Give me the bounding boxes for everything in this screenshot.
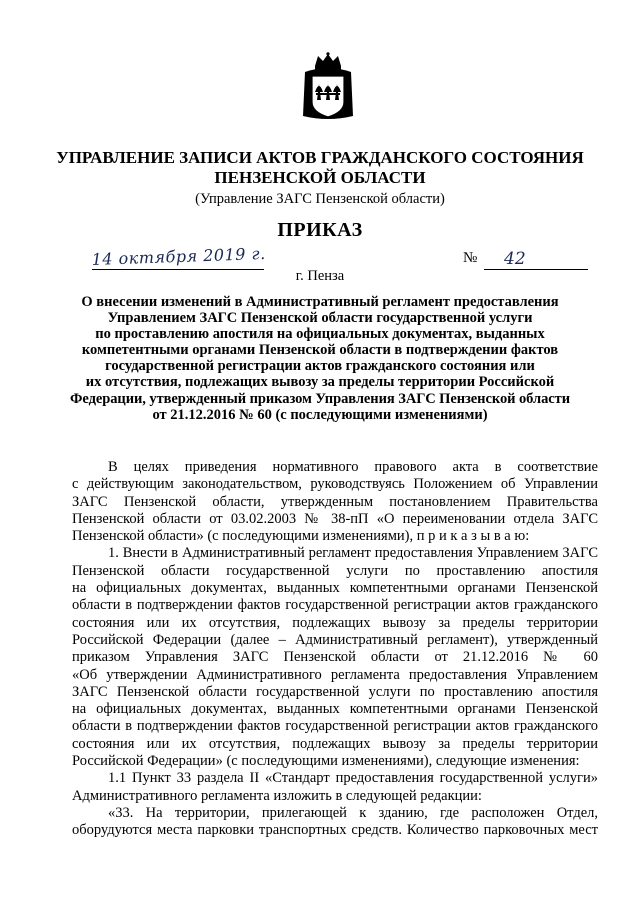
body-text-line: Административного регламента изложить в следующей редакции: xyxy=(72,787,482,804)
order-title xyxy=(70,294,570,423)
body-text-line: Пензенской области государственной услуги по проставлению апостиля xyxy=(72,562,598,579)
body-text-line: ЗАГС Пензенской области, утвержденным постановлением Правительства xyxy=(72,493,598,510)
body-text-line: с действующим законодательством, руководствуясь Положением об Управлении xyxy=(72,476,598,493)
title-line: компетентными органами Пензенской области в подтверждении фактов xyxy=(81,342,559,359)
body-text-line: на официальных документах, выданных компетентными органами Пензенской xyxy=(72,580,598,597)
body-text-line: Российской Федерации (далее – Административный регламент), утвержденный xyxy=(72,631,598,648)
body-text-line: приказом Управления ЗАГС Пензенской области от 21.12.2016 № 60 xyxy=(72,649,598,666)
organization-name-line-2: ПЕНЗЕНСКОЙ ОБЛАСТИ xyxy=(214,168,426,187)
body-text-line: состояния или их отсутствия, подлежащих вывозу за пределы территории xyxy=(72,735,598,752)
document-type: ПРИКАЗ xyxy=(277,219,363,241)
body-text-line: Пензенской области от 03.02.2003 № 38-пП «О переименовании отдела ЗАГС xyxy=(72,510,598,527)
title-line: государственной регистрации актов гражданского состояния или xyxy=(105,358,535,375)
order-body xyxy=(72,459,598,840)
organization-name-line-1: УПРАВЛЕНИЕ ЗАПИСИ АКТОВ ГРАЖДАНСКОГО СОСТОЯНИЯ xyxy=(56,148,584,167)
body-text-line: Пензенской области» (с последующими изменениями), п р и к а з ы в а ю: xyxy=(72,528,530,545)
order-date: 14 октября 2019 г. xyxy=(91,243,266,269)
body-text-line: «33. На территории, прилегающей к зданию, где расположен Отдел, xyxy=(108,804,598,821)
body-text-line: состояния или их отсутствия, подлежащих вывозу за пределы территории xyxy=(72,614,598,631)
coat-of-arms-icon xyxy=(299,52,357,122)
body-text-line: оборудуются места парковки транспортных средств. Количество парковочных мест xyxy=(72,822,598,839)
body-text-line: В целях приведения нормативного правового акта в соответствие xyxy=(108,459,598,475)
body-text-line: области в подтверждении фактов государственной регистрации актов гражданского xyxy=(72,718,598,735)
title-line: Федерации, утвержденный приказом Управления ЗАГС Пензенской области xyxy=(70,390,570,407)
city: г. Пенза xyxy=(295,268,345,284)
body-text-line: области в подтверждении фактов государственной регистрации актов гражданского xyxy=(72,597,598,614)
title-line: по проставлению апостиля на официальных документах, выданных xyxy=(95,326,545,343)
organization-short-name: (Управление ЗАГС Пензенской области) xyxy=(195,191,445,207)
body-text-line: Российской Федерации» (с последующими изменениями), следующие изменения: xyxy=(72,753,580,770)
title-line: их отсутствия, подлежащих вывозу за пределы территории Российской xyxy=(85,374,555,391)
title-line: Управлением ЗАГС Пензенской области государственной услуги xyxy=(107,310,533,327)
order-number: 42 xyxy=(504,249,526,269)
number-sign: № xyxy=(463,250,478,266)
body-text-line: 1.1 Пункт 33 раздела II «Стандарт предоставления государственной услуги» xyxy=(108,770,598,787)
title-line: от 21.12.2016 № 60 (с последующими изменениями) xyxy=(152,406,488,423)
body-text-line: 1. Внести в Административный регламент предоставления Управлением ЗАГС xyxy=(108,545,598,562)
title-line: О внесении изменений в Административный регламент предоставления xyxy=(81,294,559,310)
body-text-line: на официальных документах, выданных компетентными органами Пензенской xyxy=(72,701,598,718)
body-text-line: ЗАГС Пензенской области государственной услуги по проставлению апостиля xyxy=(72,683,598,700)
body-text-line: «Об утверждении Административного регламента предоставления Управлением xyxy=(72,666,598,683)
